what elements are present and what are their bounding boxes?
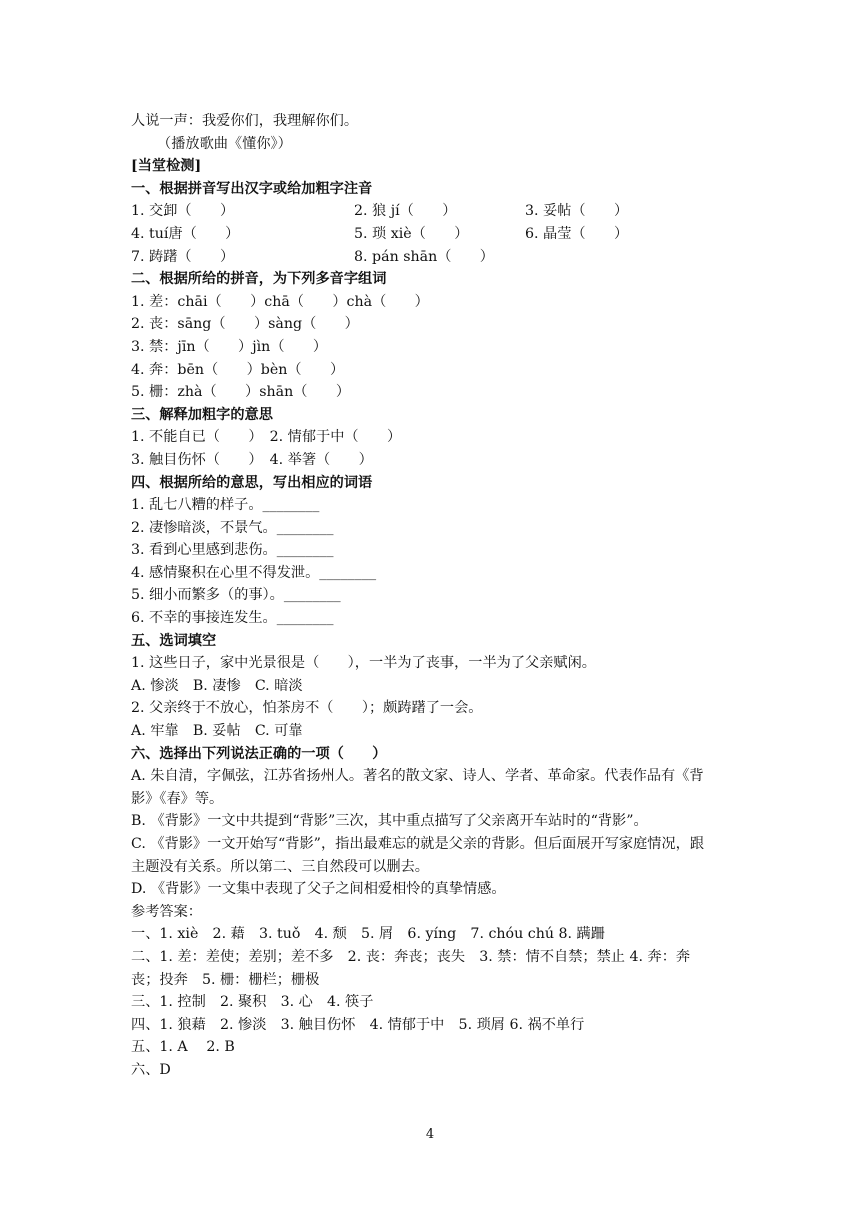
answer-line: 六、D (131, 1061, 171, 1078)
page-number: 4 (425, 1127, 435, 1142)
q5-options: A. 惨淡 B. 凄惨 C. 暗淡 (131, 677, 303, 694)
answer-line: 一、1. xiè 2. 藉 3. tuǒ 4. 颓 5. 屑 6. yíng 7. chóu chú 8. 蹒跚 (131, 926, 605, 943)
answers-title: 参考答案： (131, 903, 202, 920)
q5-item: 2. 父亲终于不放心，怕茶房不（ ）；颇踌躇了一会。 (131, 700, 483, 717)
q6-option: D. 《背影》一文集中表现了父子之间相爱相怜的真挚情感。 (131, 881, 506, 898)
q2-item: 3. 禁：jīn（ ）jìn（ ） (131, 338, 328, 355)
q1-item: 3. 妥帖（ ） (525, 203, 629, 220)
q4-item: 5. 细小而繁多（的事）。________ (131, 587, 341, 604)
q1-item: 4. tuí唐（ ） (131, 225, 240, 242)
song-note: （播放歌曲《懂你》） (157, 135, 292, 152)
q1-row (131, 223, 711, 246)
q1-item: 8. pán shān（ ） (354, 248, 494, 265)
q1-item: 7. 踌躇（ ） (131, 248, 235, 265)
answer-line: 五、1. A 2. B (131, 1039, 235, 1056)
q3-item: 1. 不能自已（ ） 2. 情郁于中（ ） (131, 429, 402, 446)
q1-item: 1. 交卸（ ） (131, 203, 235, 220)
q5-options: A. 牢靠 B. 妥帖 C. 可靠 (131, 723, 303, 740)
q6-option: A. 朱自清，字佩弦，江苏省扬州人。著名的散文家、诗人、学者、革命家。代表作品有《背影》《春》等。 (131, 768, 704, 807)
q5-item: 1. 这些日子，家中光景很是（ ），一半为了丧事，一半为了父亲赋闲。 (131, 655, 596, 672)
q4-item: 6. 不幸的事接连发生。________ (131, 610, 334, 627)
intro-text: 人说一声：我爱你们，我理解你们。 (131, 113, 359, 129)
q4-item: 2. 凄惨暗淡，不景气。________ (131, 519, 334, 536)
answer-line: 四、1. 狼藉 2. 惨淡 3. 触目伤怀 4. 情郁于中 5. 琐屑 6. 祸不单行 (131, 1016, 585, 1033)
q2-item: 5. 栅：zhà（ ）shān（ ） (131, 384, 351, 401)
q1-row (131, 200, 711, 223)
q4-item: 4. 感情聚积在心里不得发泄。________ (131, 564, 377, 581)
q4-item: 3. 看到心里感到悲伤。________ (131, 542, 334, 559)
q3-item: 3. 触目伤怀（ ） 4. 举箸（ ） (131, 451, 373, 468)
q5-title: 五、选词填空 (131, 632, 217, 649)
q4-title: 四、根据所给的意思，写出相应的词语 (131, 474, 373, 491)
q4-item: 1. 乱七八糟的样子。________ (131, 497, 320, 514)
answer-line: 三、1. 控制 2. 聚积 3. 心 4. 筷子 (131, 994, 374, 1011)
q6-title: 六、选择出下列说法正确的一项（ ） (131, 745, 387, 762)
q2-item: 2. 丧：sāng（ ）sàng（ ） (131, 316, 359, 333)
answer-line: 二、1. 差：差使；差别；差不多 2. 丧：奔丧；丧失 3. 禁：情不自禁；禁止 4. 奔：奔丧；投奔 5. 栅：栅栏；栅极 (131, 948, 691, 988)
q1-item: 5. 琐 xiè（ ） (354, 225, 469, 242)
section-header: [当堂检测] (131, 158, 202, 175)
q2-title: 二、根据所给的拼音，为下列多音字组词 (131, 271, 387, 288)
q2-item: 4. 奔：bēn（ ）bèn（ ） (131, 361, 345, 378)
q3-title: 三、解释加粗字的意思 (131, 406, 273, 423)
document-body (131, 110, 711, 1082)
q6-option: B. 《背影》一文中共提到“背影”三次，其中重点描写了父亲离开车站时的“背影”。 (131, 813, 648, 830)
q1-row (131, 246, 711, 269)
q1-item: 2. 狼 jí（ ） (354, 203, 457, 220)
q1-title: 一、根据拼音写出汉字或给加粗字注音 (131, 180, 373, 197)
q2-item: 1. 差：chāi（ ）chā（ ）chà（ ） (131, 293, 429, 310)
q1-item: 6. 晶莹（ ） (525, 225, 629, 242)
q6-option: C. 《背影》一文开始写“背影”，指出最难忘的就是父亲的背影。但后面展开写家庭情况，跟主题没有关系。所以第二、三自然段可以删去。 (131, 836, 705, 875)
